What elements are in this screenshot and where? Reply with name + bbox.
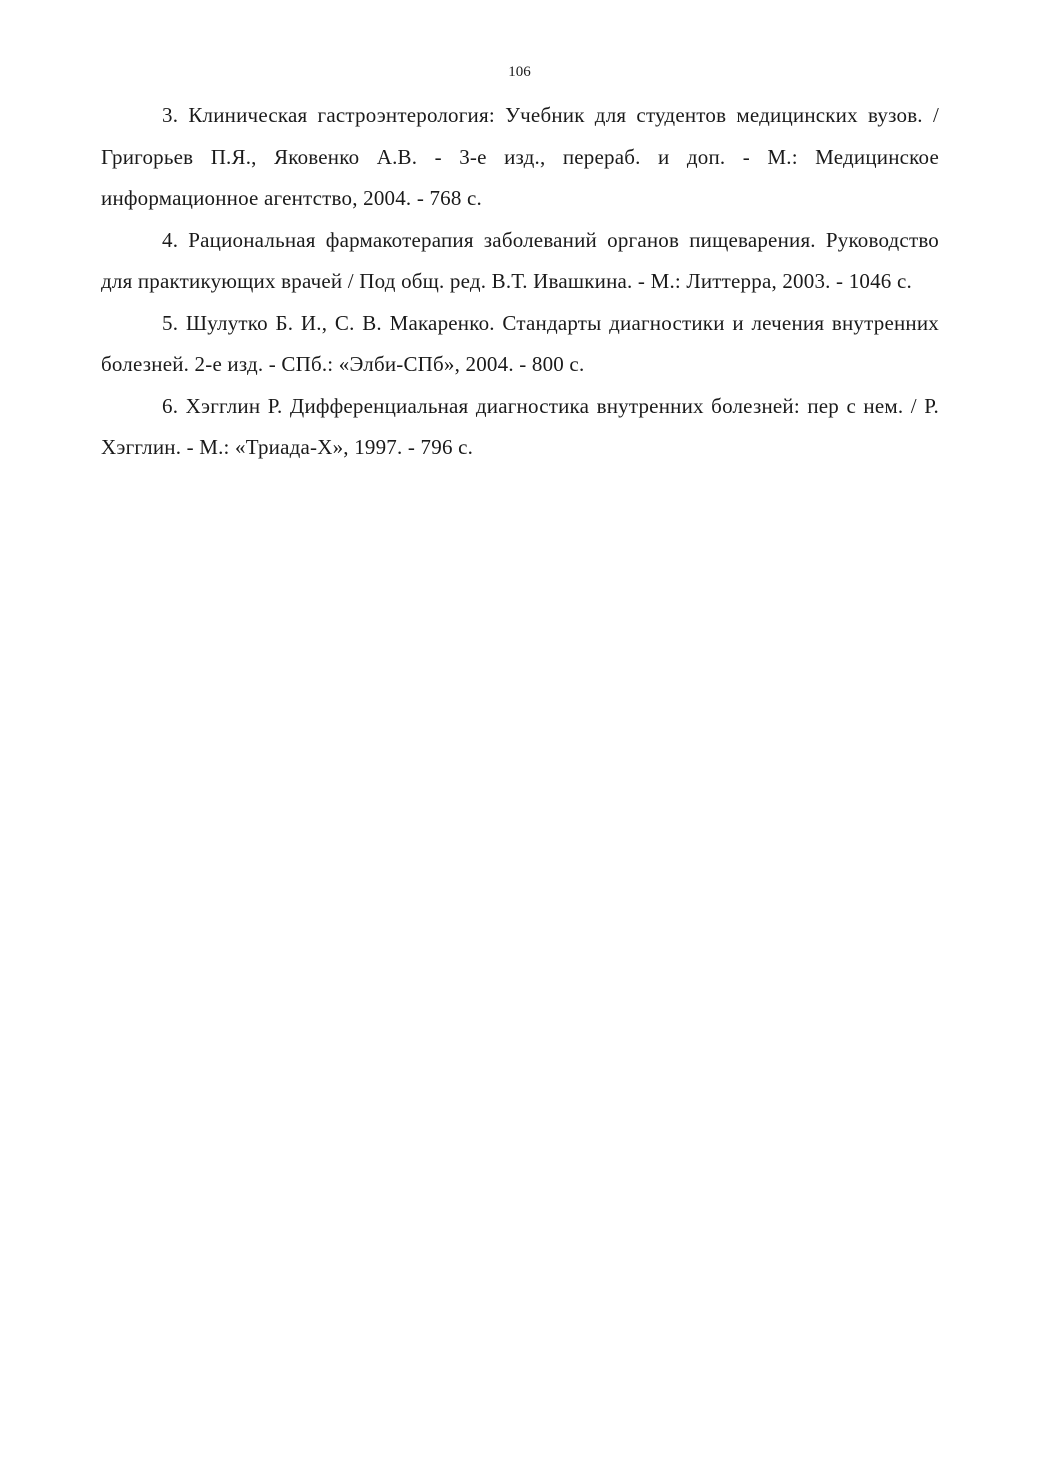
reference-item-3: 3. Клиническая гастроэнтерология: Учебник для студентов медицинских вузов. / Григорьев П.Я., Яковенко А.В. - 3-е изд., перераб. и доп. - М.: Медицинское информационное агентство, 2004. - 768 с.: [101, 103, 939, 210]
reference-list: [101, 95, 939, 469]
reference-item-6: 6. Хэгглин Р. Дифференциальная диагностика внутренних болезней: пер с нем. / Р. Хэгглин. - М.: «Триада-Х», 1997. - 796 с.: [101, 393, 939, 459]
reference-item-4: 4. Рациональная фармакотерапия заболеваний органов пищеварения. Руководство для практикующих врачей / Под общ. ред. В.Т. Ивашкина. - М.: Литтерра, 2003. - 1046 с.: [101, 227, 939, 293]
page-number: 106: [508, 64, 531, 80]
reference-item-5: 5. Шулутко Б. И., С. В. Макаренко. Стандарты диагностики и лечения внутренних болезней. 2-е изд. - СПб.: «Элби-СПб», 2004. - 800 с.: [101, 310, 939, 376]
